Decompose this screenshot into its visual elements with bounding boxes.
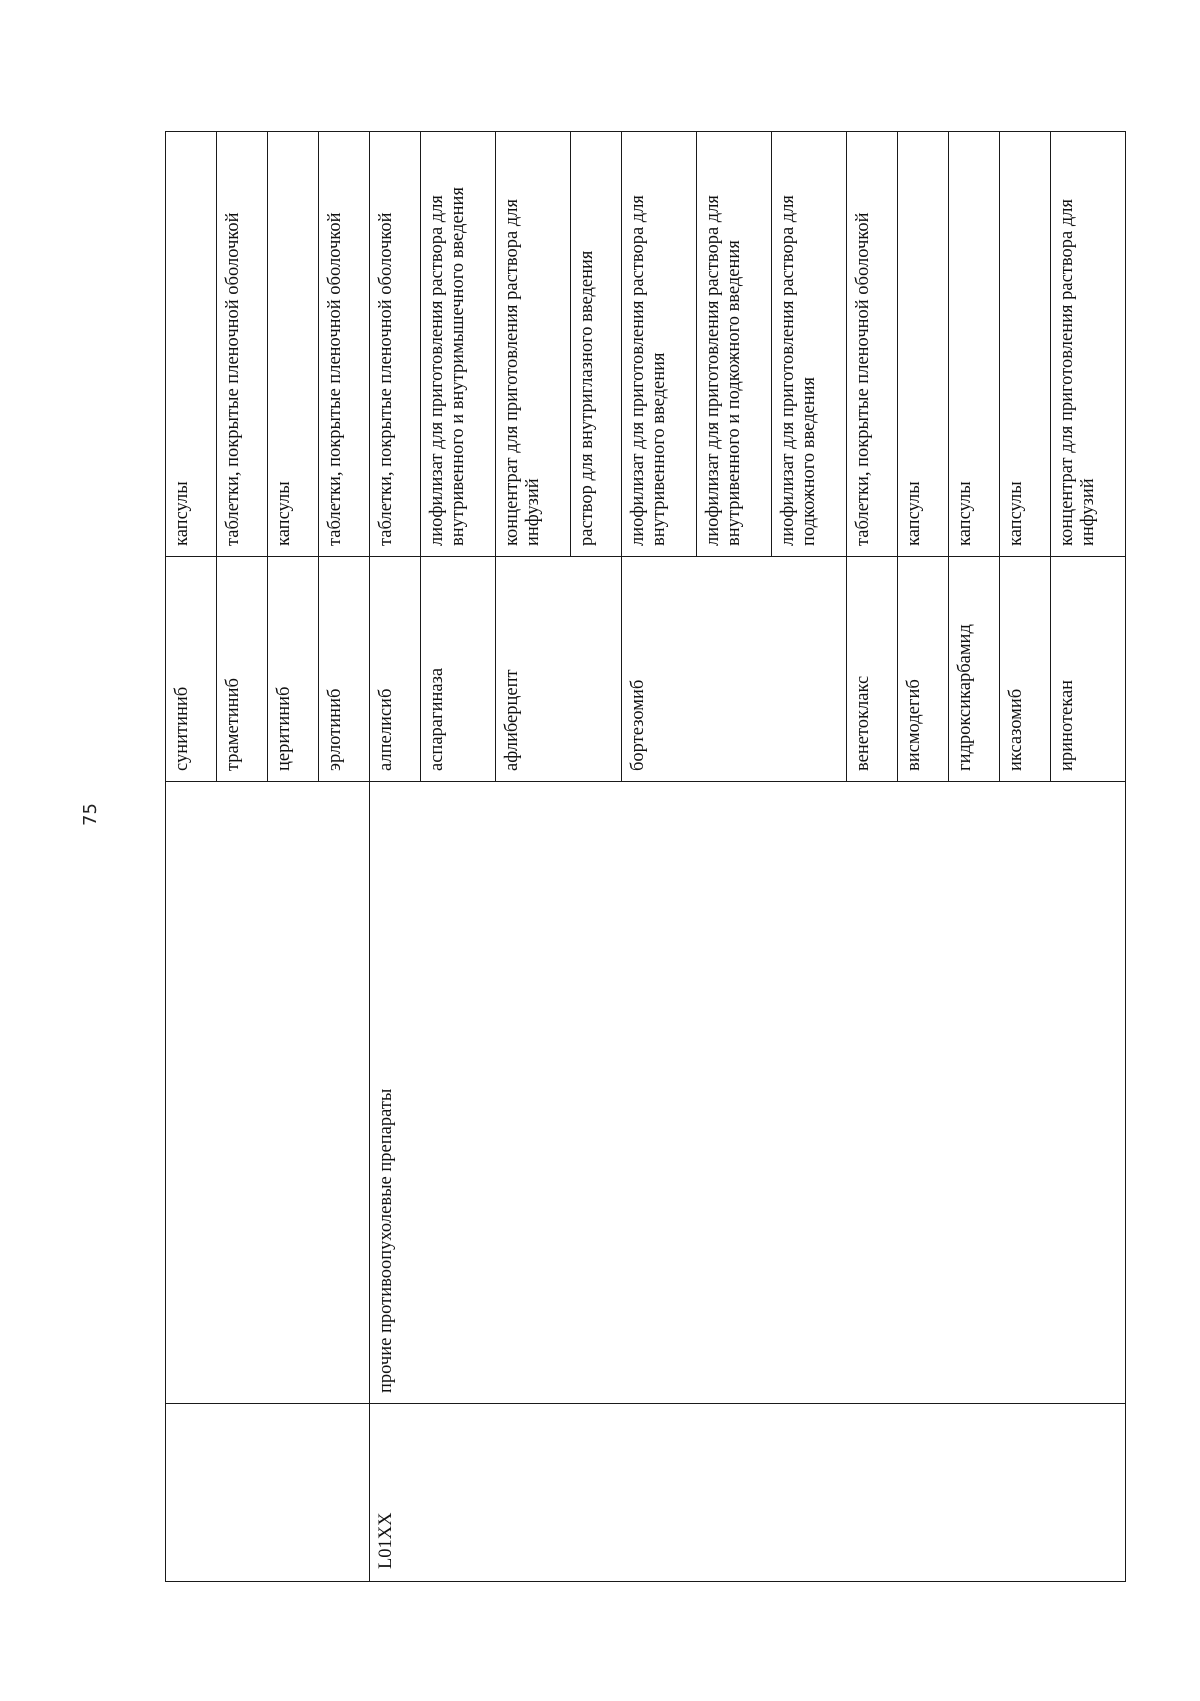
dosage-form: раствор для внутриглазного введения [571,132,622,557]
dosage-form: капсулы [166,132,217,557]
dosage-form: лиофилизат для приготовления раствора для внутривенного и подкожного введения [697,132,772,557]
drug-name: аспарагиназа [421,557,496,782]
dosage-form: капсулы [898,132,949,557]
dosage-form: капсулы [1000,132,1051,557]
empty-code-cell [166,1404,370,1582]
drug-name: иксазомиб [1000,557,1051,782]
drug-name: сунитиниб [166,557,217,782]
section-code: L01XX [370,1404,1126,1582]
rotated-table-wrapper [165,132,1135,1582]
dosage-form: капсулы [949,132,1000,557]
drug-name: афлиберцепт [496,557,622,782]
dosage-form: таблетки, покрытые пленочной оболочкой [370,132,421,557]
section-name: прочие противоопухолевые препараты [370,782,1126,1404]
dosage-form: лиофилизат для приготовления раствора для подкожного введения [772,132,847,557]
drug-table [165,131,1126,1582]
table-row [166,132,217,1582]
drug-name: венетоклакс [847,557,898,782]
table-row [370,132,421,1582]
page-number: 75 [80,803,101,826]
dosage-form: концентрат для приготовления раствора для инфузий [1051,132,1126,557]
drug-name: иринотекан [1051,557,1126,782]
dosage-form: таблетки, покрытые пленочной оболочкой [847,132,898,557]
drug-name: эрлотиниб [319,557,370,782]
drug-name: церитиниб [268,557,319,782]
dosage-form: концентрат для приготовления раствора для инфузий [496,132,571,557]
drug-name: гидроксикарбамид [949,557,1000,782]
drug-name: бортезомиб [622,557,847,782]
empty-group-cell [166,782,370,1404]
dosage-form: капсулы [268,132,319,557]
drug-name: висмодегиб [898,557,949,782]
drug-name: алпелисиб [370,557,421,782]
drug-name: траметиниб [217,557,268,782]
dosage-form: таблетки, покрытые пленочной оболочкой [217,132,268,557]
dosage-form: таблетки, покрытые пленочной оболочкой [319,132,370,557]
dosage-form: лиофилизат для приготовления раствора для внутривенного и внутримышечного введения [421,132,496,557]
dosage-form: лиофилизат для приготовления раствора для внутривенного введения [622,132,697,557]
